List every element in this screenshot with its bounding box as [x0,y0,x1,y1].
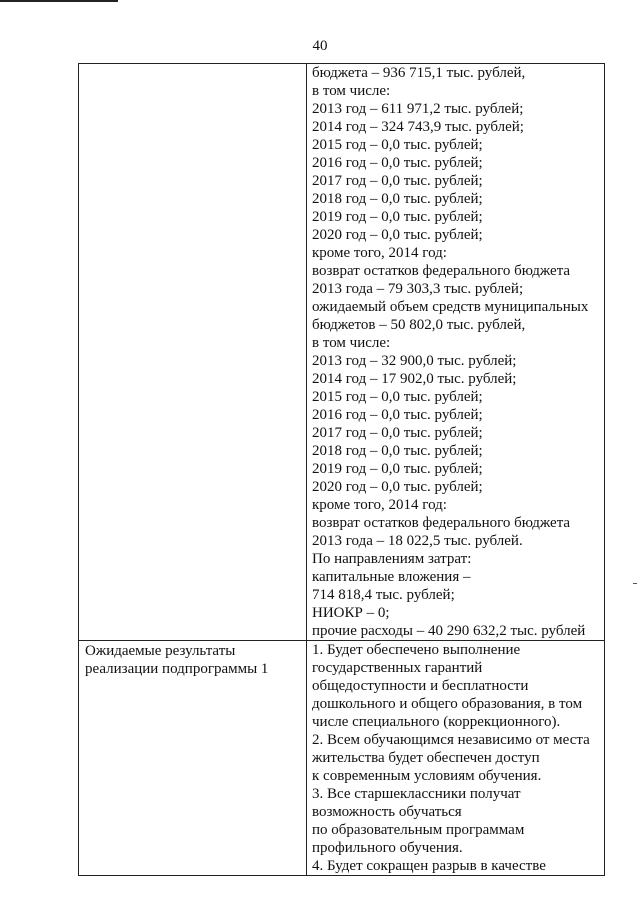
budget-label-cell [79,64,307,641]
budget-line: 2014 год – 324 743,9 тыс. рублей; [312,119,524,135]
budget-line: 2016 год – 0,0 тыс. рублей; [312,155,483,171]
results-line: 4. Будет сокращен разрыв в качестве [312,858,546,874]
budget-label [79,64,306,65]
budget-line: 2018 год – 0,0 тыс. рублей; [312,443,483,459]
results-label-line: Ожидаемые результаты [85,643,236,659]
budget-line: 2020 год – 0,0 тыс. рублей; [312,227,483,243]
budget-line: 2017 год – 0,0 тыс. рублей; [312,173,483,189]
results-row [79,641,605,876]
results-label [79,641,306,678]
budget-line: 2013 год – 611 971,2 тыс. рублей; [312,101,524,117]
budget-line: ожидаемый объем средств муниципальных [312,299,589,315]
results-line: возможность обучаться [312,804,462,820]
budget-line: в том числе: [312,83,391,99]
budget-line: 2013 года – 18 022,5 тыс. рублей. [312,533,523,549]
results-line: к современным условиям обучения. [312,768,542,784]
scan-edge-mark [0,0,118,2]
budget-line: 2013 год – 32 900,0 тыс. рублей; [312,353,517,369]
budget-line: бюджетов – 50 802,0 тыс. рублей, [312,317,526,333]
results-line: профильного обучения. [312,840,463,856]
budget-line: прочие расходы – 40 290 632,2 тыс. рублей [312,623,586,639]
results-line: 1. Будет обеспечено выполнение [312,642,521,658]
results-line: дошкольного и общего образования, в том [312,696,583,712]
budget-line: 2017 год – 0,0 тыс. рублей; [312,425,483,441]
budget-line: 2019 год – 0,0 тыс. рублей; [312,209,483,225]
budget-line: возврат остатков федерального бюджета [312,263,571,279]
budget-line: возврат остатков федерального бюджета [312,515,571,531]
results-label-cell [79,641,307,876]
budget-line: 2019 год – 0,0 тыс. рублей; [312,461,483,477]
budget-line: 2015 год – 0,0 тыс. рублей; [312,137,483,153]
passport-table [78,63,605,876]
budget-value-cell [307,64,605,641]
results-value-cell [307,641,605,876]
budget-line: 2020 год – 0,0 тыс. рублей; [312,479,483,495]
budget-text [307,64,604,640]
results-line: по образовательным программам [312,822,525,838]
budget-line: 714 818,4 тыс. рублей; [312,587,455,603]
results-text [307,641,604,875]
results-line: общедоступности и бесплатности [312,678,529,694]
budget-line: 2015 год – 0,0 тыс. рублей; [312,389,483,405]
budget-line: бюджета – 936 715,1 тыс. рублей, [312,65,526,81]
budget-line: 2018 год – 0,0 тыс. рублей; [312,191,483,207]
budget-line: 2014 год – 17 902,0 тыс. рублей; [312,371,517,387]
budget-row [79,64,605,641]
budget-line: кроме того, 2014 год: [312,245,447,261]
results-line: 2. Всем обучающимся независимо от места [312,732,590,748]
budget-line: По направлениям затрат: [312,551,472,567]
results-line: числе специального (коррекционного). [312,714,561,730]
results-line: 3. Все старшеклассники получат [312,786,521,802]
results-line: жительства будет обеспечен доступ [312,750,540,766]
budget-line: кроме того, 2014 год: [312,497,447,513]
scan-edge-dot [633,583,637,584]
budget-line: капитальные вложения – [312,569,471,585]
results-label-line: реализации подпрограммы 1 [85,661,269,677]
page-number: 40 [312,38,328,54]
budget-line: 2013 года – 79 303,3 тыс. рублей; [312,281,524,297]
budget-line: НИОКР – 0; [312,605,390,621]
results-line: государственных гарантий [312,660,483,676]
budget-line: в том числе: [312,335,391,351]
budget-line: 2016 год – 0,0 тыс. рублей; [312,407,483,423]
